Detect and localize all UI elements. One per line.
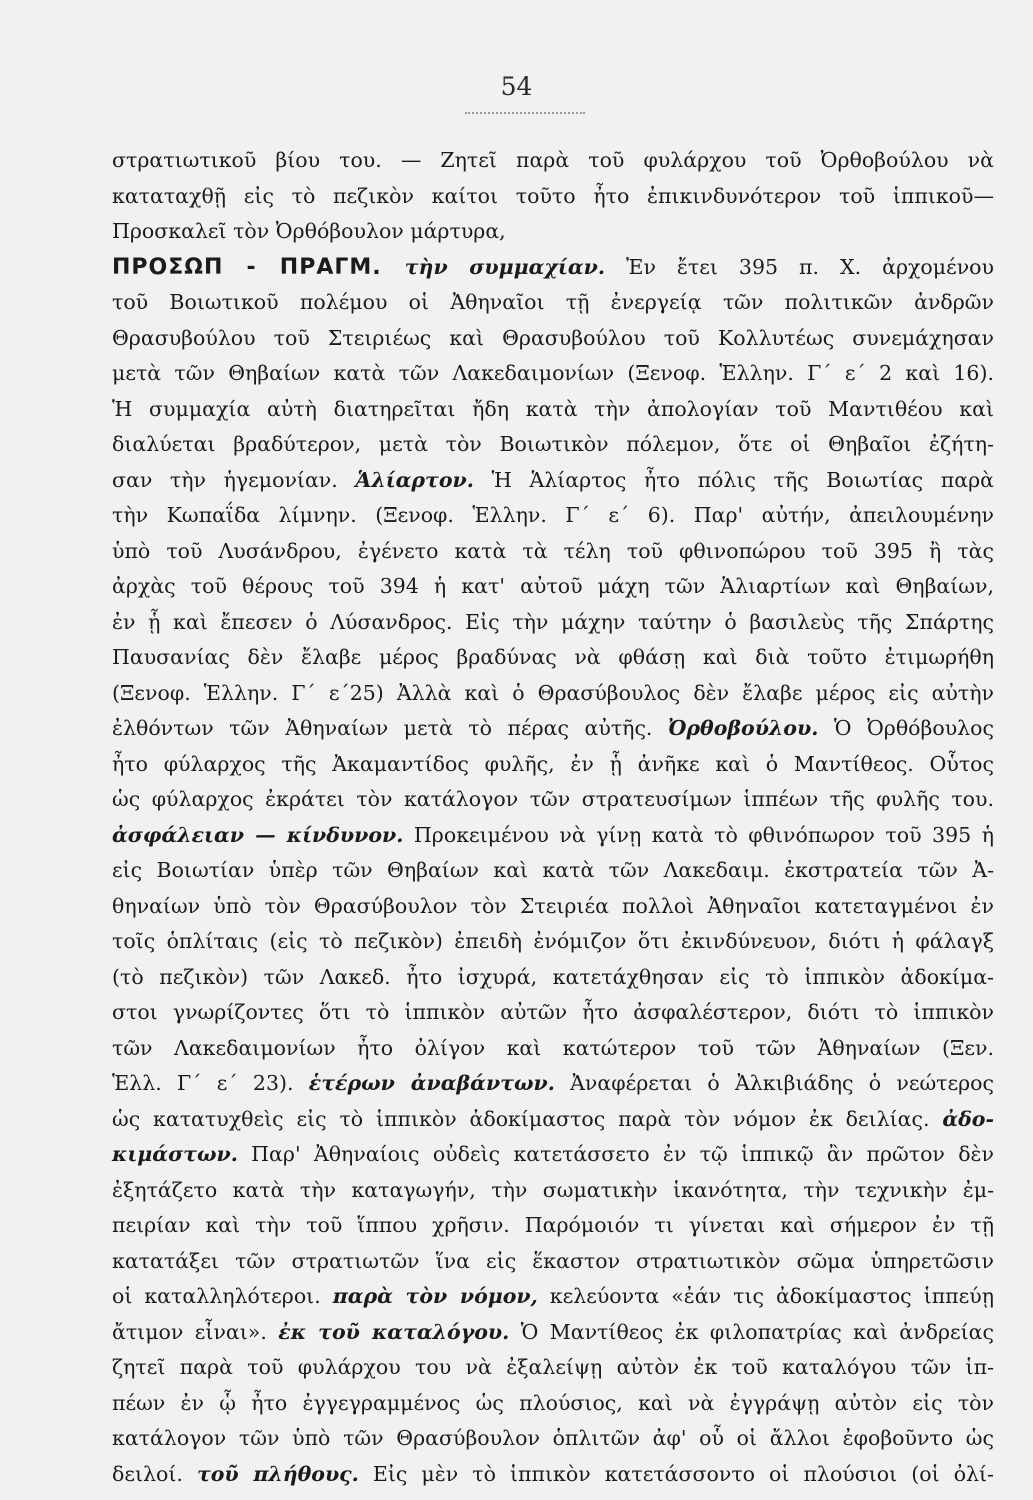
section-heading: ΠΡΟΣΩΠ - ΠΡΑΓΜ.: [112, 254, 405, 280]
lemma: ἀδο-: [942, 1106, 994, 1131]
text-line: [112, 250, 994, 286]
text-segment: Ἀναφέρεται ὁ Ἀλκιβιάδης ὁ νεώτερος: [554, 1071, 995, 1095]
text-segment: εἰς Βοιωτίαν ὑπὲρ τῶν Θηβαίων καὶ κατὰ τῶν Λακεδαιμ. ἐκστρατεία τῶν Ἀ-: [112, 858, 994, 882]
lemma: Ὀρθοβούλου.: [667, 716, 819, 740]
text-line: [112, 356, 994, 392]
text-segment: Παρ' Ἀθηναίοις οὐδεὶς κατετάσσετο ἐν τῷ ἱππικῷ ἂν πρῶτον δὲν: [237, 1142, 994, 1166]
text-segment: (τὸ πεζικὸν) τῶν Λακεδ. ἦτο ἰσχυρά, κατετάχθησαν εἰς τὸ ἱππικὸν ἀδοκίμα-: [112, 964, 994, 989]
commentary-text: [112, 143, 994, 1492]
text-segment: οἱ καταλληλότεροι.: [112, 1284, 333, 1308]
text-segment: στρατιωτικοῦ βίου του. — Ζητεῖ παρὰ τοῦ φυλάρχου τοῦ Ὀρθοβούλου νὰ: [112, 148, 994, 172]
text-line: [112, 1031, 994, 1067]
text-segment: σαν τὴν ἡγεμονίαν.: [112, 467, 356, 492]
text-line: [112, 747, 994, 783]
text-line: [112, 427, 994, 463]
text-segment: Θρασυβούλου τοῦ Στειριέως καὶ Θρασυβούλου τοῦ Κολλυτέως συνεμάχησαν: [112, 325, 994, 350]
text-segment: δειλοί.: [112, 1461, 197, 1486]
text-line: [112, 818, 994, 854]
text-segment: Ἐν ἔτει 395 π. Χ. ἀρχομένου: [604, 254, 994, 279]
text-segment: στοι γνωρίζοντες ὅτι τὸ ἱππικὸν αὐτῶν ἦτο ἀσφαλέστερον, διότι τὸ ἱππικὸν: [112, 1000, 994, 1024]
lemma: παρὰ τὸν νόμον,: [332, 1284, 538, 1308]
text-line: [112, 1244, 994, 1280]
text-segment: τοῖς ὁπλίταις (εἰς τὸ πεζικὸν) ἐπειδὴ ἐνόμιζον ὅτι ἐκινδύνευον, διότι ἡ φάλαγξ: [112, 929, 994, 953]
lemma: ἀσφάλειαν — κίνδυνον.: [112, 822, 404, 847]
text-segment: θηναίων ὑπὸ τὸν Θρασύβουλον τὸν Στειριέα πολλοὶ Ἀθηναῖοι κατεταγμένοι ἐν: [112, 893, 994, 918]
lemma: ἑτέρων ἀναβάντων.: [308, 1071, 555, 1095]
lemma: τοῦ πλήθους.: [196, 1461, 359, 1486]
text-segment: ἦτο φύλαρχος τῆς Ἀκαμαντίδος φυλῆς, ἐν ᾗ ἀνῆκε καὶ ὁ Μαντίθεος. Οὗτος: [112, 751, 994, 776]
text-line: [112, 1102, 994, 1138]
text-line: [112, 995, 994, 1031]
text-line: [112, 1279, 994, 1315]
text-segment: Εἰς μὲν τὸ ἱππικὸν κατετάσσοντο οἱ πλούσιοι (οἱ ὀλί-: [358, 1461, 994, 1486]
text-segment: τῶν Λακεδαιμονίων ἦτο ὀλίγον καὶ κατώτερον τοῦ τῶν Ἀθηναίων (Ξεν.: [112, 1035, 994, 1060]
text-line: [112, 853, 994, 889]
text-line: [112, 889, 994, 925]
text-line: [112, 1386, 994, 1422]
text-line: [112, 1421, 994, 1457]
text-segment: ἐλθόντων τῶν Ἀθηναίων μετὰ τὸ πέρας αὐτῆς.: [112, 716, 668, 740]
text-line: [112, 711, 994, 747]
dotted-rule: [465, 112, 585, 114]
text-segment: Προσκαλεῖ τὸν Ὀρθόβουλον μάρτυρα,: [112, 219, 506, 243]
text-segment: ζητεῖ παρὰ τοῦ φυλάρχου του νὰ ἐξαλείψῃ αὐτὸν ἐκ τοῦ καταλόγου τῶν ἱπ-: [112, 1355, 994, 1379]
text-segment: πειρίαν καὶ τὴν τοῦ ἵππου χρῆσιν. Παρόμοιόν τι γίνεται καὶ σήμερον ἐν τῇ: [112, 1213, 994, 1237]
text-line: [112, 392, 994, 428]
text-line: [112, 1137, 994, 1173]
text-line: [112, 1066, 994, 1102]
text-line: [112, 782, 994, 818]
text-segment: Ἡ Ἁλίαρτος ἦτο πόλις τῆς Βοιωτίας παρὰ: [473, 467, 994, 492]
text-segment: μετὰ τῶν Θηβαίων κατὰ τῶν Λακεδαιμονίων (Ξενοφ. Ἑλλην. Γ΄ ε΄ 2 καὶ 16).: [112, 361, 994, 385]
text-line: [112, 214, 994, 250]
text-segment: Ἡ συμμαχία αὐτὴ διατηρεῖται ἤδη κατὰ τὴν ἀπολογίαν τοῦ Μαντιθέου καὶ: [112, 396, 994, 421]
text-segment: τοῦ Βοιωτικοῦ πολέμου οἱ Ἀθηναῖοι τῇ ἐνεργείᾳ τῶν πολιτικῶν ἀνδρῶν: [112, 290, 994, 314]
text-segment: ὡς κατατυχθεὶς εἰς τὸ ἱππικὸν ἀδοκίμαστος παρὰ τὸν νόμον ἐκ δειλίας.: [112, 1106, 943, 1131]
text-segment: ἐξητάζετο κατὰ τὴν καταγωγήν, τὴν σωματικὴν ἱκανότητα, τὴν τεχνικὴν ἐμ-: [112, 1177, 994, 1202]
text-line: [112, 1350, 994, 1386]
text-line: [112, 1315, 994, 1351]
lemma: τὴν συμμαχίαν.: [404, 254, 605, 279]
page-number: 54: [500, 72, 533, 101]
text-line: [112, 143, 994, 179]
text-segment: Προκειμένου νὰ γίνῃ κατὰ τὸ φθινόπωρον τοῦ 395 ἡ: [403, 822, 994, 847]
text-line: [112, 463, 994, 499]
text-line: [112, 498, 994, 534]
text-line: [112, 1173, 994, 1209]
text-segment: ὑπὸ τοῦ Λυσάνδρου, ἐγένετο κατὰ τὰ τέλη τοῦ φθινοπώρου τοῦ 395 ἢ τὰς: [112, 538, 994, 563]
text-segment: Ὁ Ὀρθόβουλος: [818, 716, 994, 740]
text-segment: κελεύοντα «ἐάν τις ἀδοκίμαστος ἱππεύῃ: [537, 1284, 995, 1308]
text-segment: Παυσανίας δὲν ἔλαβε μέρος βραδύνας νὰ φθάσῃ καὶ διὰ τοῦτο ἐτιμωρήθη: [112, 645, 994, 669]
text-line: [112, 605, 994, 641]
text-segment: διαλύεται βραδύτερον, μετὰ τὸν Βοιωτικὸν πόλεμον, ὅτε οἱ Θηβαῖοι ἐζήτη-: [112, 432, 994, 456]
text-line: [112, 534, 994, 570]
lemma: ἐκ τοῦ καταλόγου.: [278, 1319, 510, 1344]
text-segment: καταταχθῇ εἰς τὸ πεζικὸν καίτοι τοῦτο ἦτο ἐπικινδυνότερον τοῦ ἱππικοῦ—: [112, 183, 994, 208]
text-segment: τὴν Κωπαΐδα λίμνην. (Ξενοφ. Ἑλλην. Γ΄ ε΄ 6). Παρ' αὐτήν, ἀπειλουμένην: [112, 503, 994, 527]
text-line: [112, 179, 994, 215]
text-line: [112, 960, 994, 996]
text-line: [112, 1208, 994, 1244]
text-segment: ἐν ᾗ καὶ ἔπεσεν ὁ Λύσανδρος. Εἰς τὴν μάχην ταύτην ὁ βασιλεὺς τῆς Σπάρτης: [112, 609, 994, 634]
text-line: [112, 1457, 994, 1493]
text-segment: ἀρχὰς τοῦ θέρους τοῦ 394 ἡ κατ' αὐτοῦ μάχη τῶν Ἁλιαρτίων καὶ Θηβαίων,: [112, 574, 994, 598]
text-segment: ἄτιμον εἶναι».: [112, 1319, 279, 1344]
text-line: [112, 676, 994, 712]
text-line: [112, 924, 994, 960]
text-line: [112, 569, 994, 605]
text-segment: Ὁ Μαντίθεος ἐκ φιλοπατρίας καὶ ἀνδρείας: [509, 1319, 994, 1344]
text-segment: (Ξενοφ. Ἑλλην. Γ΄ ε΄25) Ἀλλὰ καὶ ὁ Θρασύβουλος δὲν ἔλαβε μέρος εἰς αὐτὴν: [112, 680, 994, 705]
text-segment: κατατάξει τῶν στρατιωτῶν ἵνα εἰς ἕκαστον στρατιωτικὸν σῶμα ὑπηρετῶσιν: [112, 1248, 994, 1273]
text-segment: Ἑλλ. Γ΄ ε΄ 23).: [112, 1071, 309, 1095]
text-line: [112, 640, 994, 676]
text-segment: πέων ἐν ᾧ ἦτο ἐγγεγραμμένος ὡς πλούσιος, καὶ νὰ ἐγγράψῃ αὐτὸν εἰς τὸν: [112, 1390, 994, 1415]
lemma: κιμάστων.: [112, 1142, 238, 1166]
text-line: [112, 285, 994, 321]
text-segment: ὡς φύλαρχος ἐκράτει τὸν κατάλογον τῶν στρατευσίμων ἱππέων τῆς φυλῆς του.: [112, 787, 994, 811]
text-segment: κατάλογον τῶν ὑπὸ τῶν Θρασύβουλον ὁπλιτῶν ἀφ' οὗ οἱ ἄλλοι ἐφοβοῦντο ὡς: [112, 1426, 994, 1450]
text-line: [112, 321, 994, 357]
lemma: Ἁλίαρτον.: [355, 467, 474, 492]
